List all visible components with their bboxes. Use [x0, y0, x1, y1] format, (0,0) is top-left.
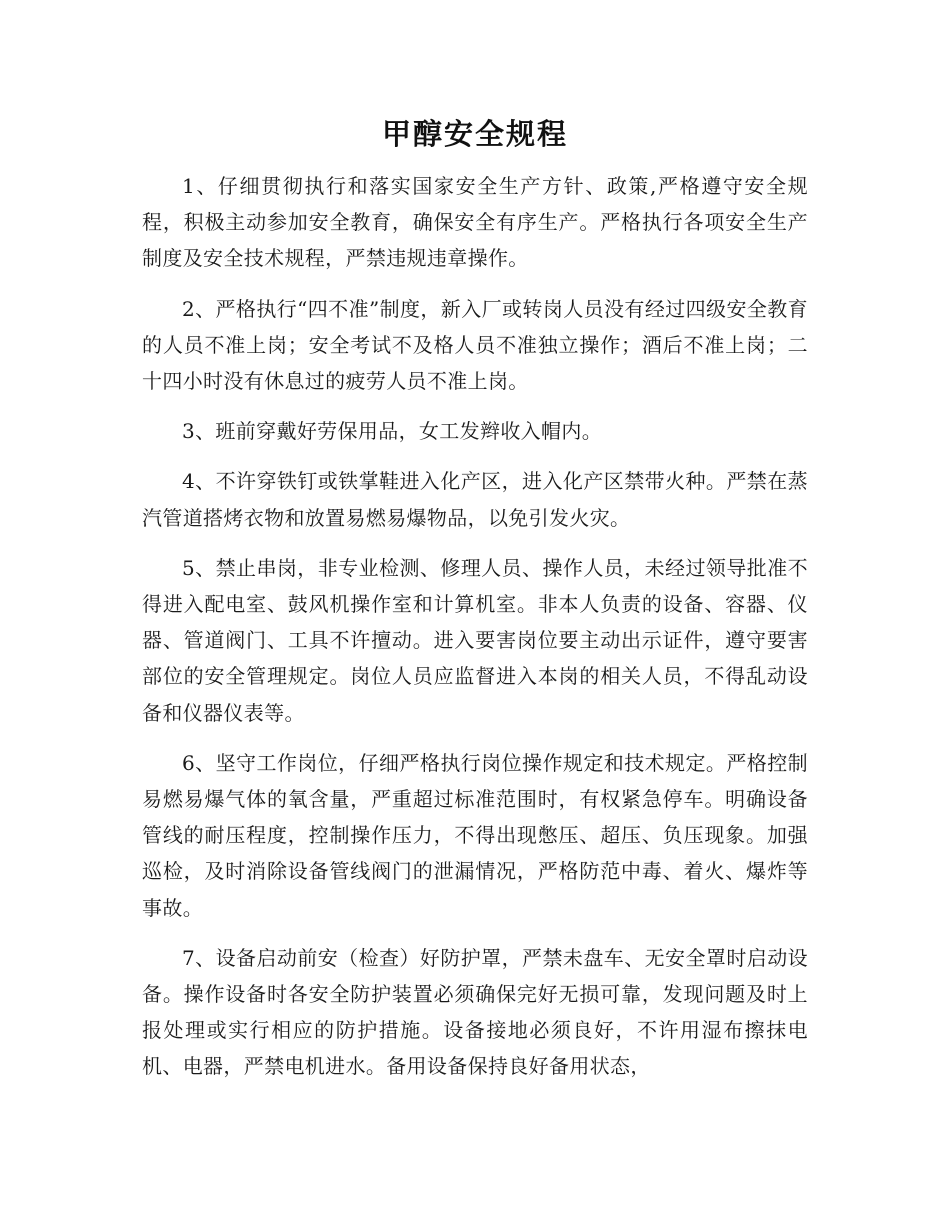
document-title: 甲醇安全规程: [381, 117, 568, 151]
paragraph-1: 1、仔细贯彻执行和落实国家安全生产方针、政策,严格遵守安全规程，积极主动参加安全教育，确保安全有序生产。严格执行各项安全生产制度及安全技术规程，严禁违规违章操作。: [142, 174, 808, 271]
paragraph-6: 6、坚守工作岗位，仔细严格执行岗位操作规定和技术规定。严格控制易燃易爆气体的氧含量，严重超过标准范围时，有权紧急停车。明确设备管线的耐压程度，控制操作压力，不得出现憋压、超压、负压现象。加强巡检，及时消除设备管线阀门的泄漏情况，严格防范中毒、着火、爆炸等事故。: [142, 750, 808, 920]
paragraph-3: 3、班前穿戴好劳保用品，女工发辫收入帽内。: [182, 419, 603, 444]
document-body: [142, 168, 808, 1099]
paragraph-2: 2、严格执行“四不准”制度，新入厂或转岗人员没有经过四级安全教育的人员不准上岗；安全考试不及格人员不准独立操作；酒后不准上岗；二十四小时没有休息过的疲劳人员不准上岗。: [142, 296, 808, 394]
paragraph-7: 7、设备启动前安（检查）好防护罩，严禁未盘车、无安全罩时启动设备。操作设备时各安全防护装置必须确保完好无损可靠，发现问题及时上报处理或实行相应的防护措施。设备接地必须良好，不许用湿布擦抹电机、电器，严禁电机进水。备用设备保持良好备用状态，: [142, 945, 808, 1079]
paragraph-4: 4、不许穿铁钉或铁掌鞋进入化产区，进入化产区禁带火种。严禁在蒸汽管道搭烤衣物和放置易燃易爆物品，以免引发火灾。: [142, 469, 808, 530]
paragraph-5: 5、禁止串岗，非专业检测、修理人员、操作人员，未经过领导批准不得进入配电室、鼓风机操作室和计算机室。非本人负责的设备、容器、仪器、管道阀门、工具不许擅动。进入要害岗位要主动出示证件，遵守要害部位的安全管理规定。岗位人员应监督进入本岗的相关人员，不得乱动设备和仪器仪表等。: [142, 555, 808, 725]
